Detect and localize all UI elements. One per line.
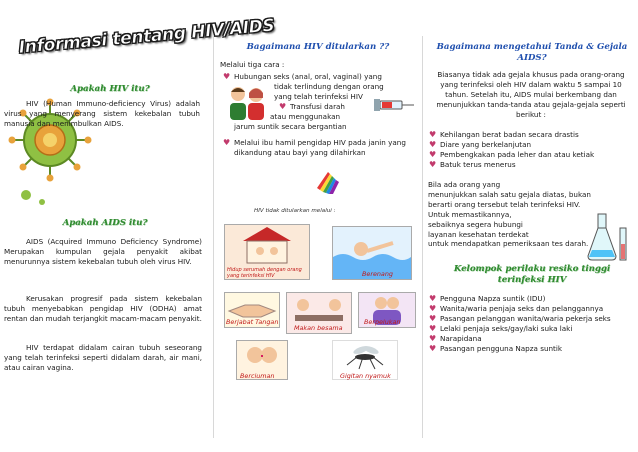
dining-icon <box>287 293 351 325</box>
label-swimming: Berenang <box>362 270 393 278</box>
heading-symptoms: Bagaimana mengetahui Tanda & Gejala AIDS? <box>436 42 628 63</box>
text-immune-damage: Kerusakan progresif pada sistem kekebalan tubuh menyebabkan pengidap HIV (ODHA) amat rentan dan mudah terjangkit macam-macam penyakit. <box>4 294 202 323</box>
label-living-together: Hidup serumah dengan orang yang terinfeksi HIV <box>227 267 302 279</box>
list-item: ♥ Diare yang berkelanjutan <box>426 140 636 150</box>
list-item: ♥ Melalui ibu hamil pengidap HIV pada janin yang dikandung atau bayi yang dilahirkan <box>220 138 416 158</box>
list-item: ♥ Pasangan pelanggan wanita/waria pekerja seks <box>426 314 636 324</box>
label-eating-together: Makan besama <box>294 324 343 332</box>
text-sex-line2: tidak terlindung dengan orang <box>274 82 384 91</box>
list-item: ♥ Wanita/waria penjaja seks dan pelanggannya <box>426 304 636 314</box>
text-hiv-definition: HIV (Human Immuno-deficiency Virus) adalah virus yang menyerang sistem kekebalan tubuh manusia dan menimbulkan AIDS. <box>4 99 200 128</box>
heading-what-is-hiv: Apakah HIV itu? <box>70 84 150 94</box>
list-item: ♥ Lelaki penjaja seks/gay/laki suka laki <box>426 324 636 334</box>
column-divider <box>422 36 423 438</box>
list-item: ♥ Transfusi darah <box>276 102 416 112</box>
symptoms-list <box>426 130 636 170</box>
banner-title: Informasi tentang HIV/AIDS <box>18 15 276 58</box>
heading-risk-groups: Kelompok perilaku resiko tinggi terinfeksi HIV <box>453 264 611 285</box>
kiss-icon <box>237 341 287 371</box>
couple-illustration <box>226 84 270 122</box>
mosquito-icon <box>333 341 397 371</box>
heading-what-is-aids: Apakah AIDS itu? <box>62 218 148 228</box>
label-kissing: Berciuman <box>240 372 275 380</box>
text-sex-line3: yang telah terinfeksi HIV <box>274 92 363 101</box>
label-mosquito: Gigitan nyamuk <box>340 372 391 380</box>
panel-symptoms <box>424 0 638 452</box>
list-item: ♥ Hubungan seks (anal, oral, vaginal) yang <box>220 72 420 82</box>
list-item: ♥ Batuk terus menerus <box>426 160 636 170</box>
rainbow-icon <box>314 168 344 194</box>
text-body-fluids: HIV terdapat didalam cairan tubuh seseorang yang telah terinfeksi seperti didalam darah, air mani, atau cairan vagina. <box>4 343 202 372</box>
syringe-icon <box>372 93 416 119</box>
list-item: ♥ Pengguna Napza suntik (IDU) <box>426 294 636 304</box>
label-handshake: Berjabat Tangan <box>226 318 279 326</box>
text-transfusion-line3: jarum suntik secara bergantian <box>234 122 347 131</box>
list-item: ♥ Pembengkakan pada leher dan atau ketiak <box>426 150 636 160</box>
list-item: ♥ Narapidana <box>426 334 636 344</box>
list-item: ♥ Pasangan pengguna Napza suntik <box>426 344 636 354</box>
risk-groups-list <box>426 294 636 353</box>
text-transfusion-line2: atau menggunakan <box>270 112 341 121</box>
text-consult-health: Bila ada orang yang menunjukkan salah satu gejala diatas, bukan berarti orang tersebut telah terinfeksi HIV. Untuk memastikannya, sebaiknya segera hubungi layanan kesehatan terdekat untuk mendapatkan pemeriksaan tes darah. <box>428 180 591 249</box>
heading-transmission: Bagaimana HIV ditularkan ?? <box>246 42 390 52</box>
transmission-list-1 <box>220 72 420 82</box>
caption-not-transmitted: HIV tidak ditularkan melalui : <box>254 208 336 214</box>
text-three-ways: Melalui tiga cara : <box>220 60 285 69</box>
text-symptoms-intro: Biasanya tidak ada gejala khusus pada orang-orang yang terinfeksi oleh HIV dalam waktu 5 sampai 10 tahun. Setelah itu, AIDS mulai berkembang dan menunjukkan tanda-tanda atau gejala-gejala seperti berikut : <box>436 70 626 119</box>
label-hugging: Berpelukan <box>364 318 401 326</box>
transmission-list-3 <box>220 138 416 158</box>
house-icon <box>225 225 309 265</box>
text-aids-definition: AIDS (Acquired Immuno Deficiency Syndrome) Merupakan kumpulan gejala penyakit akibat menurunnya sistem kekebalan tubuh oleh virus HIV. <box>4 237 202 266</box>
panel-transmission <box>214 0 422 452</box>
list-item: ♥ Kehilangan berat badan secara drastis <box>426 130 636 140</box>
